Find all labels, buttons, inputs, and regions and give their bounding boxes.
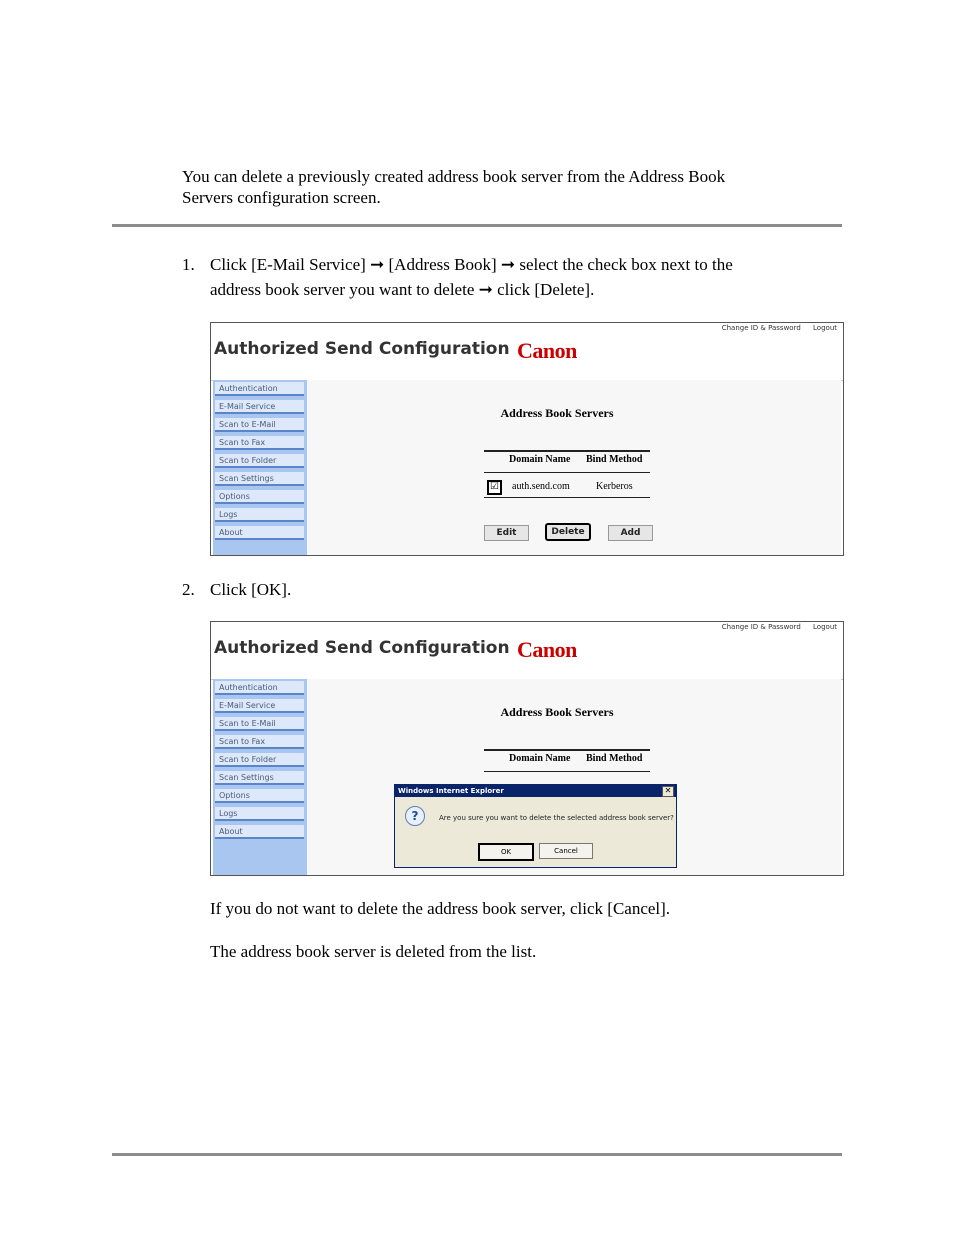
top-divider: [112, 224, 842, 227]
change-id-password-link[interactable]: Change ID & Password: [721, 324, 801, 332]
app-header: [211, 323, 843, 381]
app-header: [211, 622, 843, 680]
step-1-line-1: Click [E-Mail Service] ➞ [Address Book] ➞ select the check box next to the: [210, 255, 733, 274]
nav-item-scan-to-fax[interactable]: Scan to Fax: [215, 436, 304, 450]
top-links: [712, 623, 837, 631]
step-1-line-2: address book server you want to delete ➞ click [Delete].: [210, 280, 595, 299]
add-button[interactable]: Add: [608, 525, 653, 541]
column-header-bind: Bind Method: [586, 454, 643, 465]
nav-item-authentication[interactable]: Authentication: [215, 681, 304, 695]
step-number: 1.: [182, 255, 195, 274]
nav-item-scan-settings[interactable]: Scan Settings: [215, 771, 304, 785]
ok-button[interactable]: OK: [478, 843, 534, 861]
nav-item-scan-to-folder[interactable]: Scan to Folder: [215, 753, 304, 767]
section-heading: Address Book Servers: [500, 705, 614, 719]
nav-item-options[interactable]: Options: [215, 490, 304, 504]
cancel-note: If you do not want to delete the address book server, click [Cancel].: [210, 899, 671, 918]
servers-table: [484, 450, 650, 500]
intro-line-1: You can delete a previously created address book server from the Address Book: [182, 167, 726, 186]
main-content: [307, 380, 841, 555]
step-number: 2.: [182, 580, 195, 599]
nav-item-scan-to-email[interactable]: Scan to E-Mail: [215, 717, 304, 731]
cancel-button[interactable]: Cancel: [539, 843, 593, 859]
dialog-message: Are you sure you want to delete the selected address book server?: [439, 814, 674, 822]
app-title: Authorized Send Configuration: [214, 339, 510, 359]
intro-line-2: Servers configuration screen.: [182, 188, 381, 207]
table-bottom-line: [484, 497, 650, 498]
table-divider: [484, 771, 650, 772]
column-header-domain: Domain Name: [509, 753, 571, 764]
nav-item-about[interactable]: About: [215, 825, 304, 839]
nav-item-scan-to-fax[interactable]: Scan to Fax: [215, 735, 304, 749]
nav-item-authentication[interactable]: Authentication: [215, 382, 304, 396]
table-divider: [484, 472, 650, 473]
nav-item-email-service[interactable]: E-Mail Service: [215, 699, 304, 713]
result-note: The address book server is deleted from the list.: [210, 942, 537, 961]
nav-item-logs[interactable]: Logs: [215, 807, 304, 821]
screenshot-address-book-servers: [210, 322, 844, 556]
canon-logo: Canon: [517, 338, 577, 363]
step-2-line-1: Click [OK].: [210, 580, 292, 599]
nav-item-options[interactable]: Options: [215, 789, 304, 803]
delete-button[interactable]: Delete: [545, 523, 591, 541]
canon-logo: Canon: [517, 637, 577, 662]
dialog-title: Windows Internet Explorer: [395, 785, 676, 797]
column-header-domain: Domain Name: [509, 454, 571, 465]
bottom-divider: [112, 1153, 842, 1156]
nav-item-scan-settings[interactable]: Scan Settings: [215, 472, 304, 486]
column-header-bind: Bind Method: [586, 753, 643, 764]
nav-item-logs[interactable]: Logs: [215, 508, 304, 522]
logout-link[interactable]: Logout: [813, 623, 837, 631]
row-domain: auth.send.com: [512, 481, 570, 492]
intro-paragraph: [182, 166, 822, 208]
screenshot-confirm-delete: [210, 621, 844, 876]
row-bind: Kerberos: [596, 481, 633, 492]
close-icon[interactable]: ✕: [662, 786, 674, 797]
top-links: [712, 324, 837, 332]
nav-item-scan-to-folder[interactable]: Scan to Folder: [215, 454, 304, 468]
edit-button[interactable]: Edit: [484, 525, 529, 541]
row-checkbox[interactable]: ☑: [487, 480, 502, 495]
nav-item-scan-to-email[interactable]: Scan to E-Mail: [215, 418, 304, 432]
app-title: Authorized Send Configuration: [214, 638, 510, 658]
nav-item-email-service[interactable]: E-Mail Service: [215, 400, 304, 414]
confirm-dialog: [394, 784, 677, 868]
nav-item-about[interactable]: About: [215, 526, 304, 540]
section-heading: Address Book Servers: [500, 406, 614, 420]
question-icon: ?: [405, 806, 425, 826]
logout-link[interactable]: Logout: [813, 324, 837, 332]
change-id-password-link[interactable]: Change ID & Password: [721, 623, 801, 631]
